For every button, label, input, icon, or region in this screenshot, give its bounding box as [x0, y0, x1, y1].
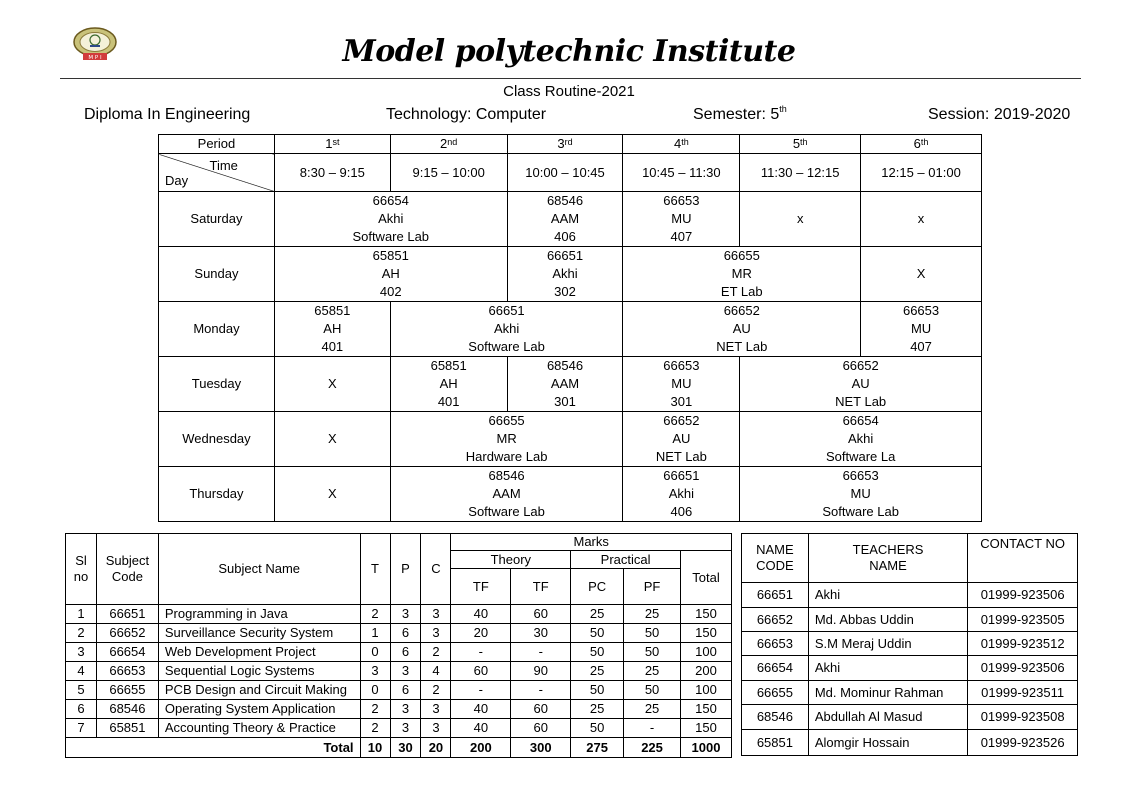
routine-row — [159, 302, 982, 357]
c-value: 2 — [421, 681, 451, 700]
t-value: 2 — [360, 719, 390, 738]
teacher-code: 66653 — [742, 632, 809, 656]
theory-tf: - — [451, 643, 511, 662]
total-marks: 150 — [681, 624, 732, 643]
t-value: 2 — [360, 605, 390, 624]
day-label: Wednesday — [159, 412, 275, 467]
teacher-name: S.M Meraj Uddin — [808, 632, 967, 656]
class-slot: X — [861, 247, 982, 302]
sl-no: 6 — [66, 700, 97, 719]
subject-code: 66655 — [96, 681, 158, 700]
t-value: 0 — [360, 681, 390, 700]
teacher-contact: 01999-923505 — [968, 608, 1078, 632]
semester-label: Semester: 5th — [693, 104, 787, 123]
t-header: T — [360, 534, 390, 605]
class-slot: 66655 MR Hardware Lab — [390, 412, 623, 467]
day-label: Tuesday — [159, 357, 275, 412]
subject-name-header: Subject Name — [158, 534, 360, 605]
theory-tf: 30 — [511, 624, 571, 643]
class-slot: 66651 Akhi 406 — [623, 467, 740, 522]
institute-title: Model polytechnic Institute — [342, 34, 796, 69]
subject-code: 65851 — [96, 719, 158, 738]
total-marks: 100 — [681, 681, 732, 700]
c-header: C — [421, 534, 451, 605]
sl-no: 4 — [66, 662, 97, 681]
period-header: Period — [159, 135, 275, 154]
t-value: 2 — [360, 700, 390, 719]
total-marks: 150 — [681, 719, 732, 738]
theory-tf: - — [451, 681, 511, 700]
subject-name: Programming in Java — [158, 605, 360, 624]
t-value: 3 — [360, 662, 390, 681]
subjects-table — [65, 533, 732, 758]
subject-code: 68546 — [96, 700, 158, 719]
routine-row — [159, 357, 982, 412]
total-marks: 100 — [681, 643, 732, 662]
teacher-name: Md. Abbas Uddin — [808, 608, 967, 632]
class-slot: 66652 AU NET Lab — [623, 412, 740, 467]
sl-no: 2 — [66, 624, 97, 643]
day-label: Thursday — [159, 467, 275, 522]
svg-text:M P I: M P I — [88, 55, 102, 61]
subject-code: 66653 — [96, 662, 158, 681]
total-marks: 150 — [681, 605, 732, 624]
c-value: 2 — [421, 643, 451, 662]
practical-header: Practical — [571, 551, 681, 569]
p-value: 3 — [390, 700, 421, 719]
practical-pc: 25 — [571, 662, 624, 681]
teacher-name: Abdullah Al Masud — [808, 705, 967, 730]
practical-pf: 50 — [624, 624, 681, 643]
tf-header: TF — [451, 569, 511, 605]
c-value: 3 — [421, 719, 451, 738]
subject-name: Accounting Theory & Practice — [158, 719, 360, 738]
class-routine-table — [158, 134, 982, 522]
day-label: Sunday — [159, 247, 275, 302]
p-value: 6 — [390, 643, 421, 662]
subject-name: Sequential Logic Systems — [158, 662, 360, 681]
routine-row — [159, 412, 982, 467]
practical-pf: 25 — [624, 662, 681, 681]
contact-no-header: CONTACT NO — [968, 534, 1078, 583]
period-5-time: 11:30 – 12:15 — [740, 154, 861, 192]
teacher-name: Md. Mominur Rahman — [808, 681, 967, 705]
practical-pc: 50 — [571, 681, 624, 700]
total-value: 1000 — [681, 738, 732, 758]
total-marks: 150 — [681, 700, 732, 719]
teacher-contact: 01999-923526 — [968, 730, 1078, 756]
p-value: 6 — [390, 624, 421, 643]
practical-pc: 50 — [571, 719, 624, 738]
routine-row — [159, 192, 982, 247]
table-row — [742, 608, 1078, 632]
total-value: 30 — [390, 738, 421, 758]
teacher-name: Akhi — [808, 583, 967, 608]
period-4-time: 10:45 – 11:30 — [623, 154, 740, 192]
theory-tf: 60 — [511, 605, 571, 624]
teacher-name: Akhi — [808, 656, 967, 681]
subject-name: PCB Design and Circuit Making — [158, 681, 360, 700]
teacher-contact: 01999-923508 — [968, 705, 1078, 730]
theory-header: Theory — [451, 551, 571, 569]
day-label: Saturday — [159, 192, 275, 247]
sl-no: 7 — [66, 719, 97, 738]
teacher-code: 66651 — [742, 583, 809, 608]
class-slot: 66655 MR ET Lab — [623, 247, 861, 302]
total-value: 275 — [571, 738, 624, 758]
subject-code: 66654 — [96, 643, 158, 662]
class-slot: X — [274, 412, 390, 467]
period-2-header: 2nd — [390, 135, 507, 154]
diploma-label: Diploma In Engineering — [84, 106, 251, 123]
table-row — [742, 583, 1078, 608]
theory-tf: 60 — [511, 719, 571, 738]
teacher-code: 68546 — [742, 705, 809, 730]
theory-tf: 40 — [451, 719, 511, 738]
teachers-name-header: TEACHERS NAME — [808, 534, 967, 583]
class-slot: 66653 MU 301 — [623, 357, 740, 412]
practical-pc: 50 — [571, 624, 624, 643]
subject-code: 66652 — [96, 624, 158, 643]
title-rule — [60, 78, 1081, 79]
class-slot: 66652 AU NET Lab — [740, 357, 982, 412]
practical-pc: 25 — [571, 700, 624, 719]
class-slot: x — [740, 192, 861, 247]
tf-header: TF — [511, 569, 571, 605]
teacher-contact: 01999-923511 — [968, 681, 1078, 705]
theory-tf: 20 — [451, 624, 511, 643]
day-label: Monday — [159, 302, 275, 357]
sl-no: 1 — [66, 605, 97, 624]
subject-name: Web Development Project — [158, 643, 360, 662]
subject-name: Surveillance Security System — [158, 624, 360, 643]
theory-tf: - — [511, 681, 571, 700]
table-row — [66, 700, 732, 719]
class-slot: 68546 AAM Software Lab — [390, 467, 623, 522]
period-6-time: 12:15 – 01:00 — [861, 154, 982, 192]
period-6-header: 6th — [861, 135, 982, 154]
table-row — [66, 681, 732, 700]
teacher-code: 66655 — [742, 681, 809, 705]
c-value: 3 — [421, 700, 451, 719]
session-label: Session: 2019-2020 — [928, 106, 1071, 123]
class-slot: 65851 AH 401 — [274, 302, 390, 357]
class-slot: 66654 Akhi Software La — [740, 412, 982, 467]
table-row — [742, 681, 1078, 705]
teacher-contact: 01999-923506 — [968, 656, 1078, 681]
total-header: Total — [681, 551, 732, 605]
class-slot: 66653 MU Software Lab — [740, 467, 982, 522]
period-1-header: 1st — [274, 135, 390, 154]
class-slot: 65851 AH 402 — [274, 247, 507, 302]
theory-tf: - — [511, 643, 571, 662]
period-5-header: 5th — [740, 135, 861, 154]
class-slot: 66653 MU 407 — [861, 302, 982, 357]
theory-tf: 40 — [451, 700, 511, 719]
class-slot: 66652 AU NET Lab — [623, 302, 861, 357]
table-row — [66, 605, 732, 624]
routine-subtitle: Class Routine-2021 — [503, 83, 635, 100]
p-value: 3 — [390, 719, 421, 738]
practical-pc: 25 — [571, 605, 624, 624]
class-slot: 66651 Akhi 302 — [507, 247, 623, 302]
class-slot: 66654 Akhi Software Lab — [274, 192, 507, 247]
period-2-time: 9:15 – 10:00 — [390, 154, 507, 192]
class-slot: 66651 Akhi Software Lab — [390, 302, 623, 357]
time-day-header: Time Day — [159, 154, 275, 192]
practical-pf: 50 — [624, 643, 681, 662]
sl-no-header: Sl no — [66, 534, 97, 605]
teacher-code: 66654 — [742, 656, 809, 681]
teacher-contact: 01999-923512 — [968, 632, 1078, 656]
subject-code: 66651 — [96, 605, 158, 624]
period-3-header: 3rd — [507, 135, 623, 154]
class-slot: X — [274, 467, 390, 522]
practical-pf: 25 — [624, 605, 681, 624]
marks-header: Marks — [451, 534, 732, 551]
routine-row — [159, 247, 982, 302]
practical-pf: - — [624, 719, 681, 738]
theory-tf: 90 — [511, 662, 571, 681]
c-value: 3 — [421, 605, 451, 624]
theory-tf: 60 — [511, 700, 571, 719]
total-label: Total — [66, 738, 361, 758]
total-value: 20 — [421, 738, 451, 758]
t-value: 1 — [360, 624, 390, 643]
table-row — [742, 656, 1078, 681]
table-row — [66, 662, 732, 681]
table-row — [742, 632, 1078, 656]
practical-pf: 50 — [624, 681, 681, 700]
name-code-header: NAME CODE — [742, 534, 809, 583]
subject-name: Operating System Application — [158, 700, 360, 719]
sl-no: 5 — [66, 681, 97, 700]
total-value: 225 — [624, 738, 681, 758]
total-value: 200 — [451, 738, 511, 758]
table-row — [66, 643, 732, 662]
technology-label: Technology: Computer — [386, 106, 547, 123]
class-slot: 68546 AAM 406 — [507, 192, 623, 247]
routine-row — [159, 467, 982, 522]
theory-tf: 40 — [451, 605, 511, 624]
pc-header: PC — [571, 569, 624, 605]
p-value: 6 — [390, 681, 421, 700]
class-slot: 68546 AAM 301 — [507, 357, 623, 412]
class-slot: 65851 AH 401 — [390, 357, 507, 412]
total-value: 300 — [511, 738, 571, 758]
period-4-header: 4th — [623, 135, 740, 154]
t-value: 0 — [360, 643, 390, 662]
teacher-contact: 01999-923506 — [968, 583, 1078, 608]
sl-no: 3 — [66, 643, 97, 662]
total-marks: 200 — [681, 662, 732, 681]
c-value: 4 — [421, 662, 451, 681]
subject-code-header: Subject Code — [96, 534, 158, 605]
theory-tf: 60 — [451, 662, 511, 681]
table-row — [66, 624, 732, 643]
teacher-code: 66652 — [742, 608, 809, 632]
pf-header: PF — [624, 569, 681, 605]
c-value: 3 — [421, 624, 451, 643]
table-row — [742, 730, 1078, 756]
table-row — [742, 705, 1078, 730]
practical-pc: 50 — [571, 643, 624, 662]
table-row — [66, 719, 732, 738]
p-value: 3 — [390, 605, 421, 624]
total-value: 10 — [360, 738, 390, 758]
period-1-time: 8:30 – 9:15 — [274, 154, 390, 192]
practical-pf: 25 — [624, 700, 681, 719]
period-3-time: 10:00 – 10:45 — [507, 154, 623, 192]
teachers-table — [741, 533, 1078, 756]
teacher-code: 65851 — [742, 730, 809, 756]
p-header: P — [390, 534, 421, 605]
class-slot: X — [274, 357, 390, 412]
teacher-name: Alomgir Hossain — [808, 730, 967, 756]
p-value: 3 — [390, 662, 421, 681]
class-slot: 66653 MU 407 — [623, 192, 740, 247]
class-slot: x — [861, 192, 982, 247]
